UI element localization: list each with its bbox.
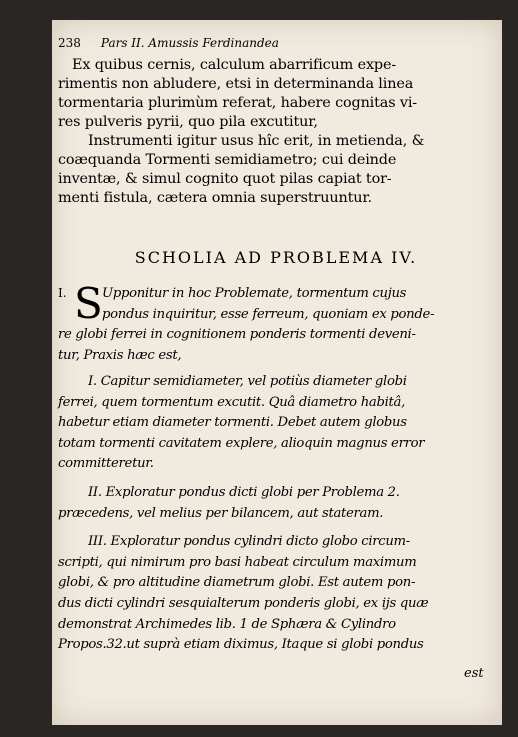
text-line: Upponitur in hoc Problemate, tormentum cujus — [102, 286, 407, 301]
text-line: Instrumenti igitur usus hîc erit, in metienda, & — [88, 133, 425, 149]
text-line: tormentaria plurimùm referat, habere cognitas vi- — [58, 95, 418, 111]
running-head — [58, 36, 488, 50]
scholium-intro — [58, 279, 494, 366]
text-line: Propos.32.ut suprà etiam diximus, Itaque si globi pondus — [58, 637, 424, 653]
catchword: est — [464, 666, 484, 681]
text-line: tur, Praxis hæc est, — [58, 347, 182, 363]
text-line: scripti, qui nimirum pro basi habeat circulum maximum — [58, 554, 417, 570]
section-heading: SCHOLIA AD PROBLEMA IV. — [134, 248, 418, 267]
text-line: II. Exploratur pondus dicti globi per Problema 2. — [88, 484, 400, 500]
text-line: I. Capitur semidiameter, vel potiùs diameter globi — [88, 374, 407, 389]
text-line: rimentis non abludere, etsi in determinanda linea — [58, 76, 414, 92]
text-line: Ex quibus cernis, calculum abarrificum expe- — [72, 57, 397, 73]
text-line: menti fistula, cætera omnia superstruuntur. — [58, 190, 372, 206]
text-line: ferrei, quem tormentum excutit. Quâ diametro habitâ, — [58, 394, 405, 410]
page-number: 238 — [58, 36, 81, 50]
scholium-points — [58, 372, 494, 656]
text-line: committeretur. — [58, 456, 154, 472]
text-line: inventæ, & simul cognito quot pilas capiat tor- — [58, 171, 392, 187]
running-title: Pars II. Amussis Ferdinandea — [100, 36, 279, 50]
text-line: res pulveris pyrii, quo pila excutitur, — [58, 114, 318, 130]
text-line: globi, & pro altitudine diametrum globi. Est autem pon- — [58, 575, 416, 591]
text-line: totam tormenti cavitatem explere, alioquin magnus error — [58, 435, 425, 451]
text-line: pondus inquiritur, esse ferreum, quoniam ex ponde- — [102, 306, 435, 322]
text-line: dus dicti cylindri sesquialterum ponderis globi, ex ijs quæ — [58, 595, 429, 611]
text-line: præcedens, vel melius per bilancem, aut stateram. — [58, 505, 384, 521]
text-line: coæquanda Tormenti semidiametro; cui deinde — [58, 152, 397, 168]
scholium-number: I. — [58, 286, 67, 300]
text-line: III. Exploratur pondus cylindri dicto globo circum- — [88, 534, 410, 550]
text-line: re globi ferrei in cognitionem ponderis tormenti deveni- — [58, 327, 416, 343]
text-line: demonstrat Archimedes lib. 1 de Sphæra & Cylindro — [58, 616, 396, 632]
text-line: habetur etiam diameter tormenti. Debet autem globus — [58, 415, 407, 431]
drop-cap: S — [74, 279, 103, 328]
body-paragraphs — [58, 56, 494, 208]
